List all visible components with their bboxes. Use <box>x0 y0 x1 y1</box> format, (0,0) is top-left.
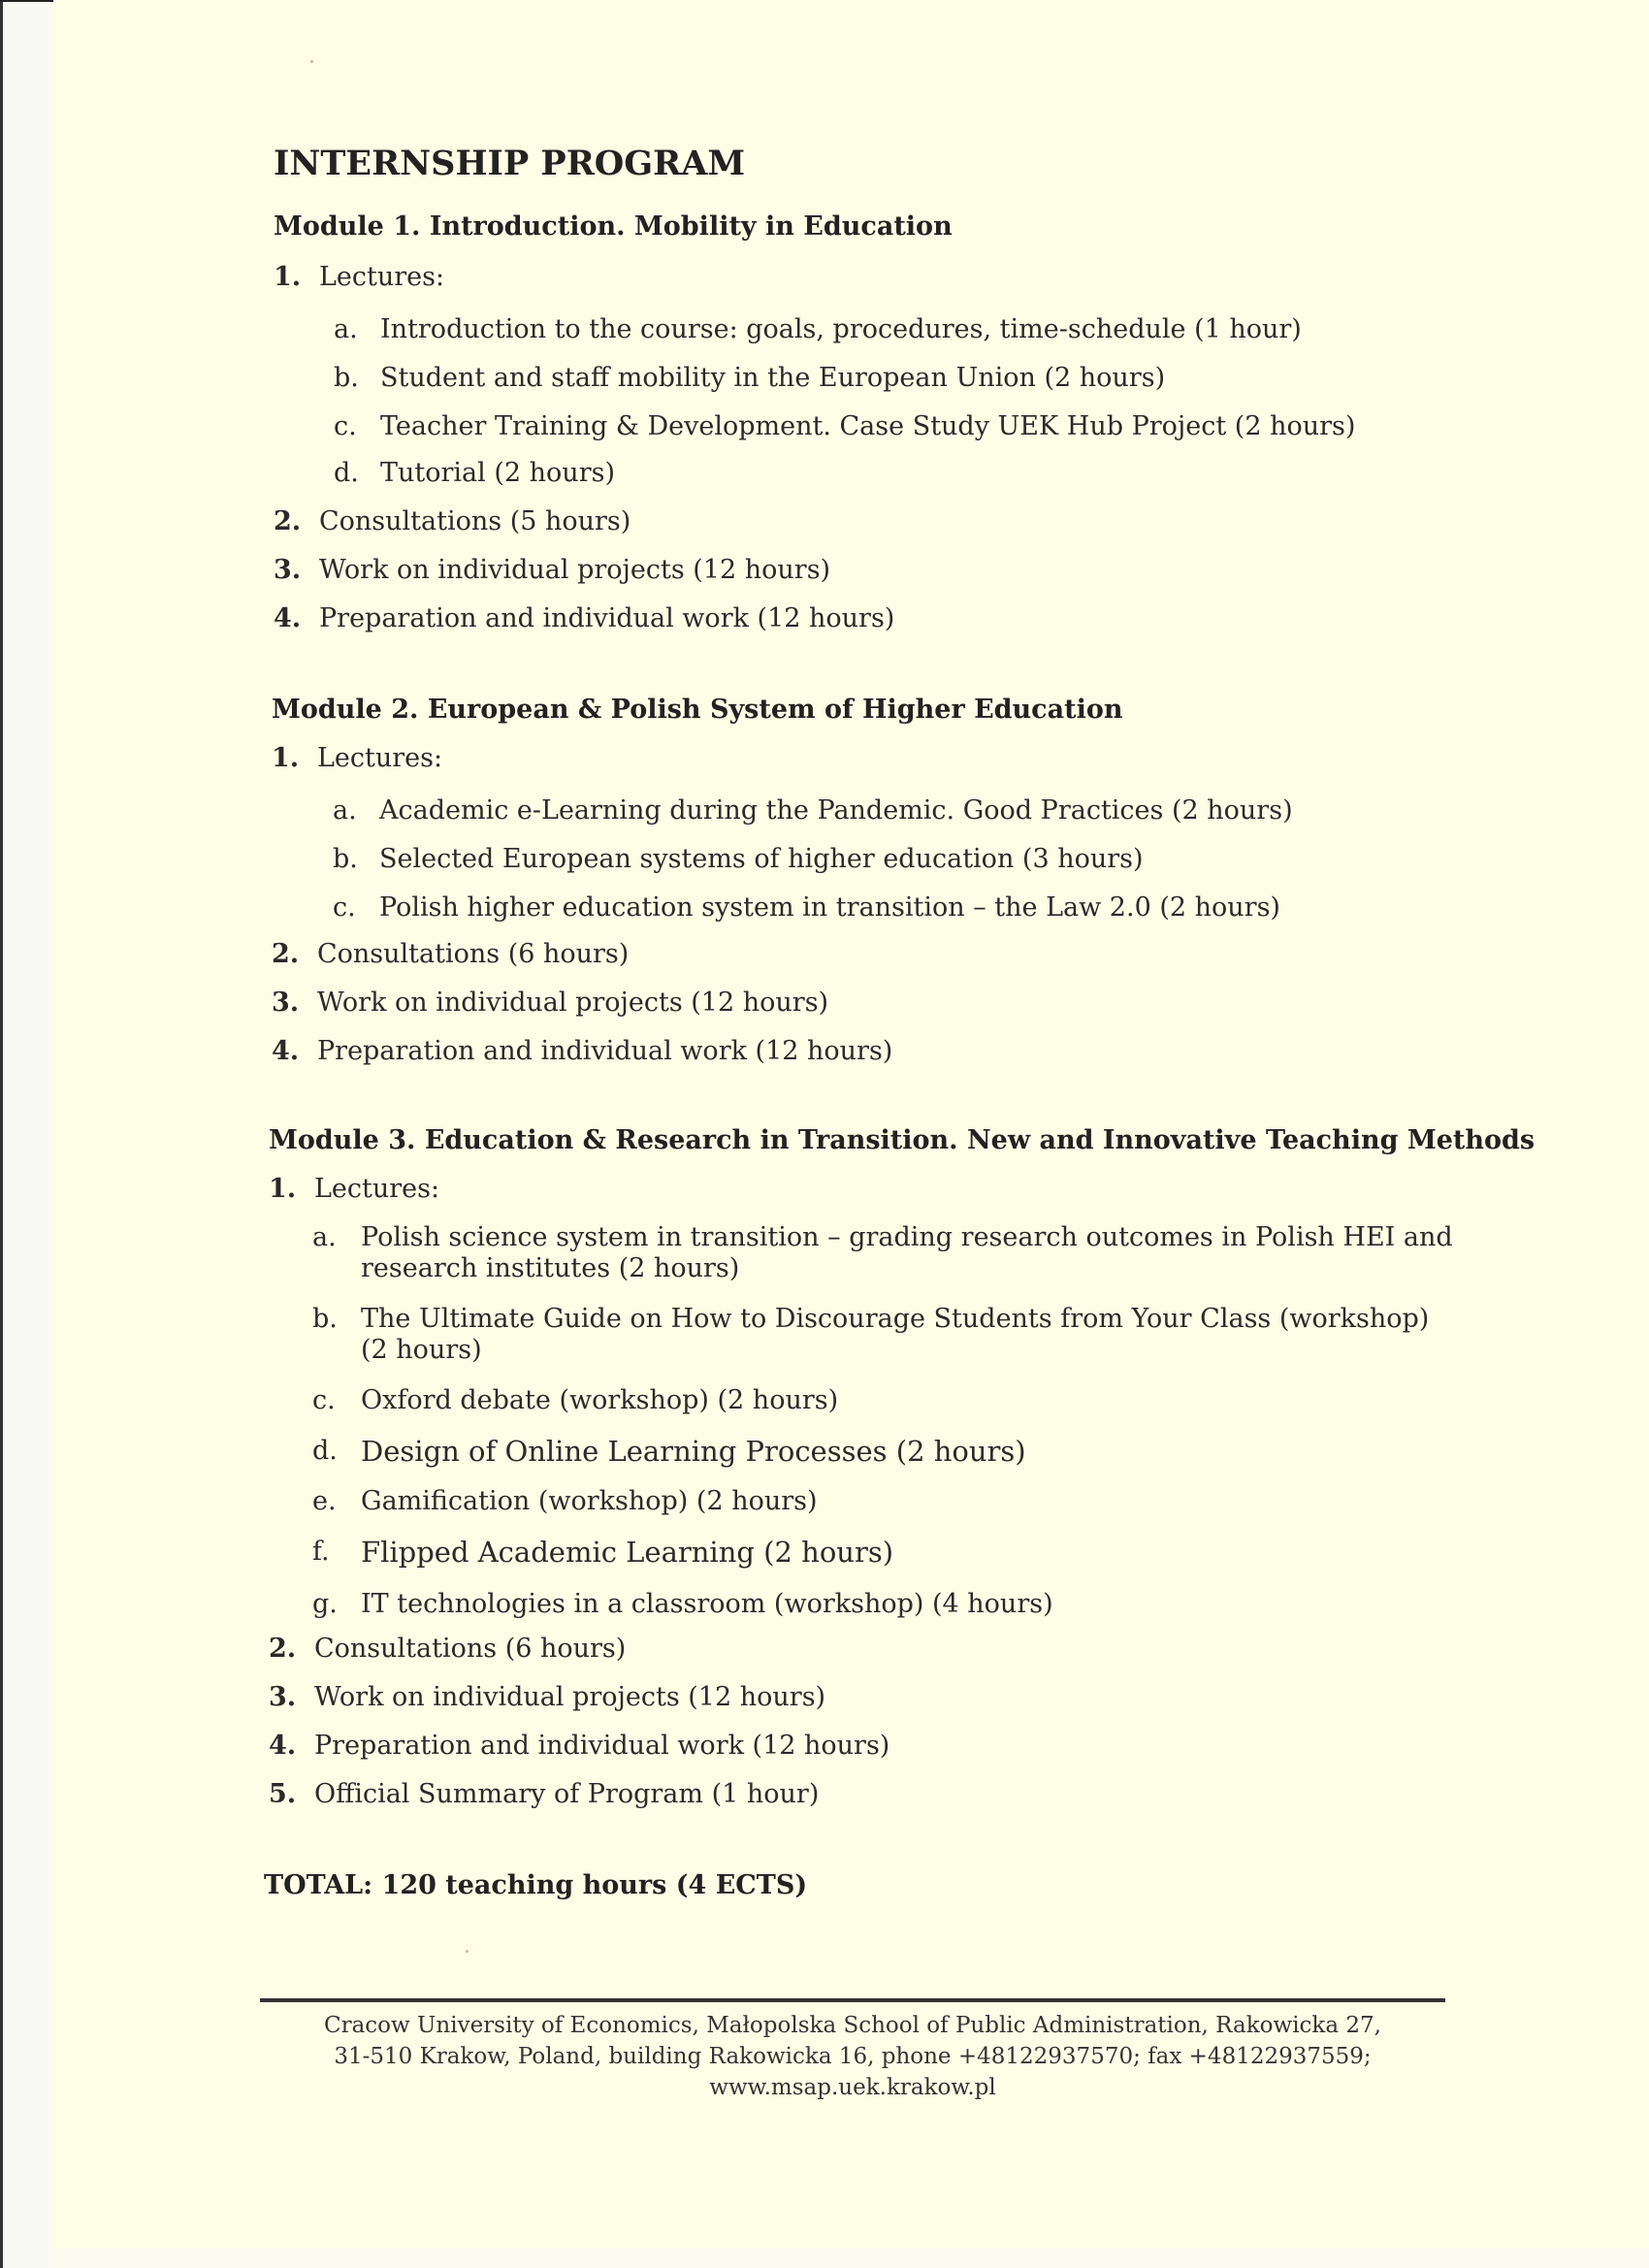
footer-line-1: Cracow University of Economics, Małopolska School of Public Administration, Rakowicka 27, <box>324 2013 1381 2038</box>
subitem-text: Polish science system in transition – grading research outcomes in Polish HEI and <box>361 1222 1453 1252</box>
footer-divider <box>260 1998 1445 2002</box>
footer-line-2: 31-510 Krakow, Poland, building Rakowicka 16, phone +48122937570; fax +48122937559; <box>334 2044 1372 2069</box>
subitem-letter: d. <box>312 1436 338 1466</box>
item-number: 4. <box>269 1731 297 1761</box>
module-3-heading: Module 3. Education & Research in Transition. New and Innovative Teaching Methods <box>269 1125 1536 1155</box>
scan-speck <box>466 1950 469 1953</box>
page-title: INTERNSHIP PROGRAM <box>274 144 746 183</box>
item-number: 2. <box>272 939 300 969</box>
subitem-letter: a. <box>312 1222 337 1252</box>
item-label: Preparation and individual work (12 hours) <box>317 1036 893 1066</box>
item-label: Work on individual projects (12 hours) <box>317 988 829 1018</box>
scan-edge-bottom <box>51 2249 1649 2268</box>
subitem-letter: b. <box>334 363 359 393</box>
subitem-letter: f. <box>312 1537 330 1567</box>
item-number: 4. <box>272 1036 300 1066</box>
item-label: Work on individual projects (12 hours) <box>314 1682 826 1712</box>
item-number: 1. <box>274 262 302 292</box>
subitem-letter: b. <box>333 844 358 874</box>
subitem-text: Flipped Academic Learning (2 hours) <box>361 1536 894 1569</box>
subitem-text: Oxford debate (workshop) (2 hours) <box>361 1385 839 1415</box>
subitem-text-continuation: research institutes (2 hours) <box>361 1253 740 1283</box>
item-label: Work on individual projects (12 hours) <box>319 555 831 585</box>
subitem-text: IT technologies in a classroom (workshop) (4 hours) <box>361 1589 1053 1619</box>
item-label: Lectures: <box>314 1174 440 1204</box>
subitem-letter: b. <box>312 1304 338 1334</box>
module-2-heading: Module 2. European & Polish System of Higher Education <box>272 695 1123 725</box>
item-label: Official Summary of Program (1 hour) <box>314 1779 820 1809</box>
item-number: 5. <box>269 1779 297 1809</box>
item-label: Consultations (6 hours) <box>314 1634 627 1664</box>
item-label: Consultations (5 hours) <box>319 506 631 536</box>
subitem-letter: c. <box>333 892 356 923</box>
subitem-text: Gamification (workshop) (2 hours) <box>361 1486 818 1516</box>
subitem-letter: g. <box>312 1589 338 1619</box>
scan-edge-mark <box>0 0 53 2</box>
total-hours: TOTAL: 120 teaching hours (4 ECTS) <box>264 1870 808 1900</box>
item-label: Lectures: <box>319 262 445 292</box>
subitem-text: Academic e-Learning during the Pandemic. Good Practices (2 hours) <box>379 795 1293 826</box>
item-label: Preparation and individual work (12 hours) <box>319 603 895 633</box>
subitem-text-continuation: (2 hours) <box>361 1335 482 1365</box>
subitem-text: The Ultimate Guide on How to Discourage Students from Your Class (workshop) <box>361 1304 1430 1334</box>
subitem-letter: a. <box>334 314 358 344</box>
scan-edge-shadow <box>3 0 51 2268</box>
item-number: 3. <box>274 555 302 585</box>
item-number: 4. <box>274 603 302 633</box>
item-label: Lectures: <box>317 743 443 773</box>
footer-address <box>260 2010 1445 2103</box>
subitem-letter: d. <box>334 458 359 488</box>
item-label: Consultations (6 hours) <box>317 939 630 969</box>
module-1-heading: Module 1. Introduction. Mobility in Education <box>274 211 953 242</box>
subitem-text: Teacher Training & Development. Case Study UEK Hub Project (2 hours) <box>380 411 1356 441</box>
subitem-letter: e. <box>312 1486 337 1516</box>
item-label: Preparation and individual work (12 hours) <box>314 1731 890 1761</box>
subitem-text: Tutorial (2 hours) <box>380 458 615 488</box>
subitem-text: Polish higher education system in transition – the Law 2.0 (2 hours) <box>379 892 1280 923</box>
subitem-letter: a. <box>333 795 357 826</box>
scan-speck <box>310 60 313 63</box>
subitem-letter: c. <box>334 411 357 441</box>
subitem-text: Student and staff mobility in the European Union (2 hours) <box>380 363 1166 393</box>
subitem-letter: c. <box>312 1385 336 1415</box>
subitem-text: Introduction to the course: goals, procedures, time-schedule (1 hour) <box>380 314 1302 344</box>
item-number: 1. <box>272 743 300 773</box>
scan-edge-left <box>0 0 3 2268</box>
subitem-text: Selected European systems of higher education (3 hours) <box>379 844 1144 874</box>
item-number: 3. <box>269 1682 297 1712</box>
item-number: 1. <box>269 1174 297 1204</box>
footer-website: www.msap.uek.krakow.pl <box>709 2075 996 2100</box>
subitem-text: Design of Online Learning Processes (2 hours) <box>361 1435 1026 1468</box>
item-number: 3. <box>272 988 300 1018</box>
item-number: 2. <box>269 1634 297 1664</box>
item-number: 2. <box>274 506 302 536</box>
